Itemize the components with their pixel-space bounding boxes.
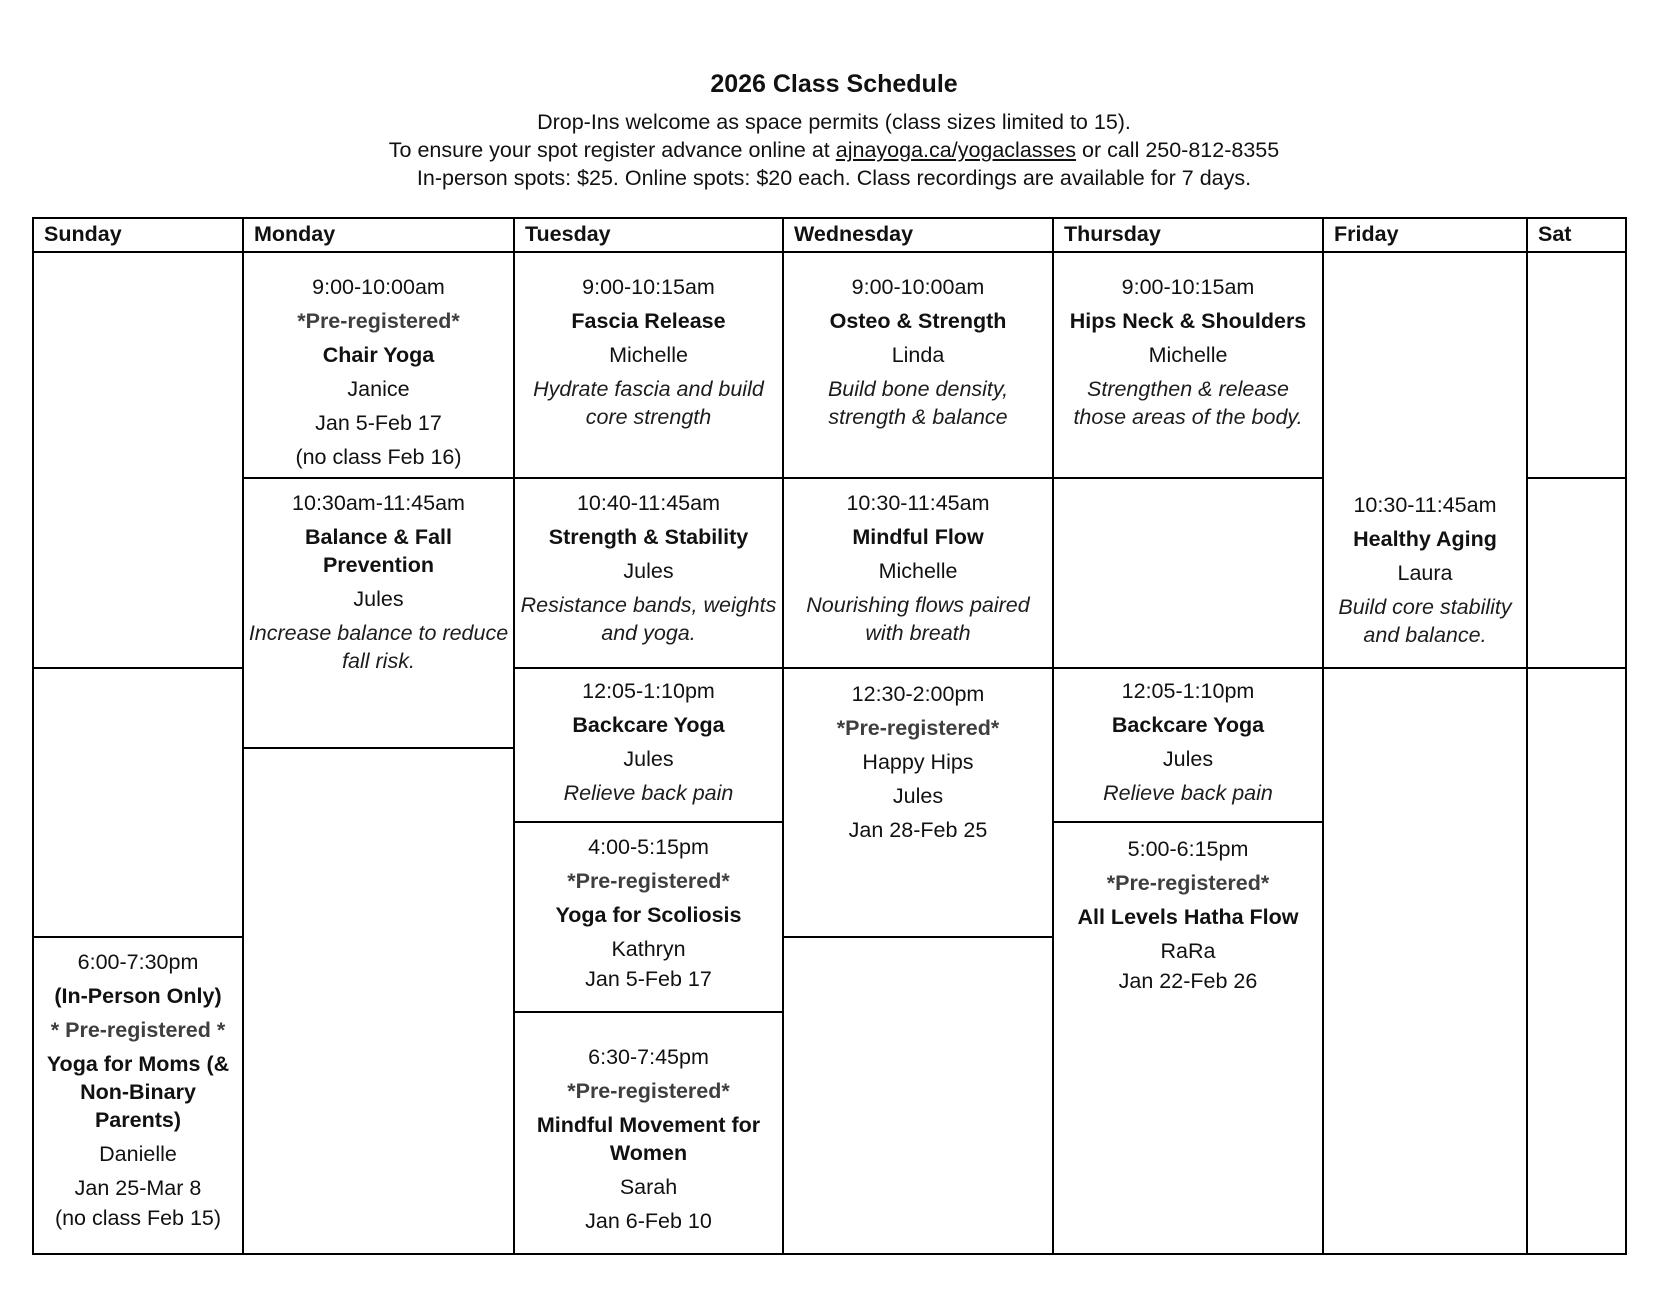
- cell-monday-empty: [244, 749, 513, 1253]
- dropins-note: Drop-Ins welcome as space permits (class sizes limited to 15).: [537, 110, 1131, 134]
- page-header: [0, 0, 1668, 192]
- cell-wednesday-empty: [784, 938, 1052, 1253]
- column-friday: [1324, 219, 1528, 1253]
- class-time: 9:00-10:00am: [851, 275, 985, 299]
- class-teacher: Jules: [623, 747, 674, 771]
- class-title: Osteo & Strength: [829, 309, 1007, 333]
- class-time: 9:00-10:00am: [312, 275, 445, 299]
- day-header-friday: Friday: [1324, 219, 1526, 253]
- class-time: 10:30-11:45am: [846, 491, 990, 515]
- column-monday: [244, 219, 515, 1253]
- class-block-fascia-release: [515, 253, 782, 479]
- class-title: All Levels Hatha Flow: [1077, 905, 1299, 929]
- pre-registered-label: *Pre-registered*: [567, 1079, 730, 1103]
- class-time: 10:30am-11:45am: [292, 491, 465, 515]
- class-block-backcare-yoga-tuesday: [515, 669, 782, 823]
- cell-sunday-empty-2: [34, 669, 242, 938]
- column-tuesday: [515, 219, 784, 1253]
- column-sunday: [34, 219, 244, 1253]
- class-teacher: Jules: [892, 784, 944, 808]
- class-block-yoga-for-moms: [34, 938, 242, 1253]
- class-note-in-person: (In-Person Only): [54, 984, 222, 1008]
- class-title: Hips Neck & Shoulders: [1069, 309, 1307, 333]
- class-teacher: Linda: [891, 343, 945, 367]
- class-dates: Jan 25-Mar 8: [74, 1176, 202, 1200]
- class-description: Increase balance to reduce fall risk.: [248, 621, 509, 673]
- class-title: Yoga for Scoliosis: [555, 903, 742, 927]
- class-description: Build bone density, strength & balance: [827, 377, 1009, 429]
- class-title: Yoga for Moms (& Non-Binary Parents): [46, 1052, 230, 1132]
- class-description: Hydrate fascia and build core strength: [533, 377, 764, 429]
- schedule-title: 2026 Class Schedule: [710, 70, 958, 98]
- class-description: Relieve back pain: [563, 781, 734, 805]
- pre-registered-label: *Pre-registered*: [1106, 871, 1270, 895]
- column-saturday: [1528, 219, 1625, 1253]
- cell-saturday-empty-2: [1528, 479, 1625, 669]
- class-block-mindful-flow: [784, 479, 1052, 669]
- class-note: (no class Feb 16): [295, 445, 462, 469]
- class-block-healthy-aging: [1324, 253, 1526, 669]
- class-time: 9:00-10:15am: [582, 275, 715, 299]
- class-description: Build core stability and balance.: [1338, 595, 1512, 647]
- class-time: 4:00-5:15pm: [588, 835, 709, 859]
- class-time: 9:00-10:15am: [1121, 275, 1255, 299]
- class-description: Strengthen & release those areas of the body.: [1073, 377, 1303, 429]
- pre-registered-label: *Pre-registered*: [297, 309, 460, 333]
- class-dates: Jan 5-Feb 17: [315, 411, 442, 435]
- class-teacher: Michelle: [878, 559, 958, 583]
- class-time: 12:05-1:10pm: [582, 679, 715, 703]
- class-description: Nourishing flows paired with breath: [806, 593, 1030, 645]
- class-block-happy-hips: [784, 669, 1052, 938]
- class-teacher: Janice: [347, 377, 410, 401]
- class-time: 10:30-11:45am: [1353, 493, 1497, 517]
- class-title: Mindful Movement for Women: [536, 1113, 761, 1165]
- class-teacher: Laura: [1397, 561, 1453, 585]
- registration-link[interactable]: ajnayoga.ca/yogaclasses: [835, 138, 1077, 162]
- cell-saturday-empty-3: [1528, 669, 1625, 1253]
- class-teacher: Michelle: [1148, 343, 1228, 367]
- class-teacher: Danielle: [99, 1142, 177, 1166]
- day-header-thursday: Thursday: [1054, 219, 1322, 253]
- pre-registered-label: *Pre-registered*: [567, 869, 730, 893]
- class-block-balance-fall-prevention: [244, 479, 513, 749]
- class-dates: Jan 22-Feb 26: [1118, 969, 1258, 993]
- day-header-wednesday: Wednesday: [784, 219, 1052, 253]
- class-dates: Jan 28-Feb 25: [848, 818, 988, 842]
- class-title: Backcare Yoga: [572, 713, 725, 737]
- class-block-hips-neck-shoulders: [1054, 253, 1322, 479]
- class-teacher: Kathryn: [611, 937, 686, 961]
- class-title: Happy Hips: [862, 750, 974, 774]
- class-title: Fascia Release: [571, 309, 726, 333]
- class-teacher: Michelle: [609, 343, 688, 367]
- class-time: 12:30-2:00pm: [851, 682, 985, 706]
- class-time: 6:30-7:45pm: [588, 1045, 709, 1069]
- class-block-mindful-movement: [515, 1013, 782, 1253]
- cell-saturday-empty-1: [1528, 253, 1625, 479]
- class-block-all-levels-hatha: [1054, 823, 1322, 1253]
- class-title: Strength & Stability: [548, 525, 749, 549]
- registration-note-prefix: To ensure your spot register advance online at: [388, 138, 836, 162]
- class-block-backcare-yoga-thursday: [1054, 669, 1322, 823]
- column-wednesday: [784, 219, 1054, 1253]
- cell-friday-empty: [1324, 669, 1526, 1253]
- class-time: 10:40-11:45am: [576, 491, 721, 515]
- cell-sunday-empty-1: [34, 253, 242, 669]
- cell-thursday-empty-1: [1054, 479, 1322, 669]
- class-title: Healthy Aging: [1353, 527, 1497, 551]
- class-title: Mindful Flow: [852, 525, 984, 549]
- day-header-saturday: Sat: [1528, 219, 1625, 253]
- class-block-osteo-strength: [784, 253, 1052, 479]
- class-block-yoga-for-scoliosis: [515, 823, 782, 1013]
- class-title: Chair Yoga: [322, 343, 435, 367]
- class-teacher: Jules: [353, 587, 404, 611]
- day-header-tuesday: Tuesday: [515, 219, 782, 253]
- class-dates: Jan 5-Feb 17: [585, 967, 712, 991]
- class-note: (no class Feb 15): [54, 1206, 222, 1230]
- class-time: 12:05-1:10pm: [1121, 679, 1255, 703]
- class-time: 6:00-7:30pm: [77, 950, 199, 974]
- class-teacher: RaRa: [1160, 939, 1216, 963]
- class-teacher: Jules: [1162, 747, 1214, 771]
- class-block-chair-yoga: [244, 253, 513, 479]
- class-teacher: Jules: [623, 559, 674, 583]
- pre-registered-label: * Pre-registered *: [50, 1018, 226, 1042]
- day-header-monday: Monday: [244, 219, 513, 253]
- class-dates: Jan 6-Feb 10: [585, 1209, 712, 1233]
- class-description: Relieve back pain: [1103, 781, 1273, 805]
- pre-registered-label: *Pre-registered*: [836, 716, 1000, 740]
- registration-note-suffix: or call 250-812-8355: [1076, 138, 1280, 162]
- pricing-note: In-person spots: $25. Online spots: $20 each. Class recordings are available for 7 days.: [416, 166, 1252, 190]
- class-block-strength-stability: [515, 479, 782, 669]
- class-description: Resistance bands, weights and yoga.: [520, 593, 777, 645]
- class-title: Backcare Yoga: [1111, 713, 1265, 737]
- class-title: Balance & Fall Prevention: [305, 525, 452, 577]
- registration-note: [0, 136, 1668, 164]
- schedule-table: [32, 217, 1627, 1255]
- column-thursday: [1054, 219, 1324, 1253]
- class-teacher: Sarah: [619, 1175, 678, 1199]
- class-time: 5:00-6:15pm: [1127, 837, 1249, 861]
- day-header-sunday: Sunday: [34, 219, 242, 253]
